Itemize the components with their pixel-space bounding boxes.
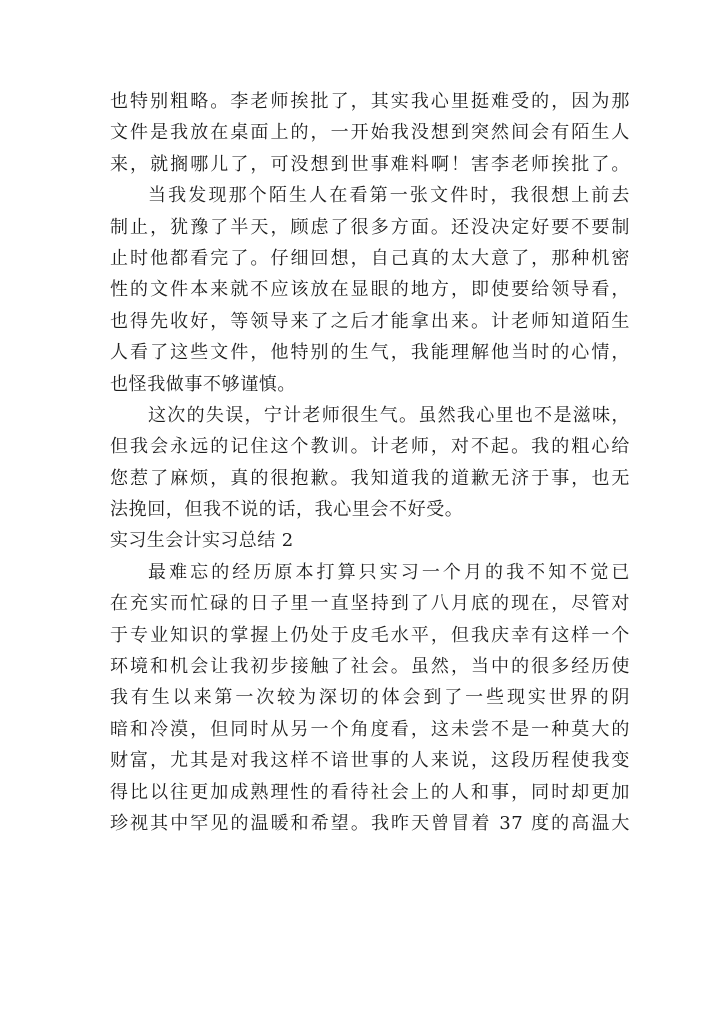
text-line: 暗和冷漠，但同时从另一个角度看，这未尝不是一种莫大的 [110, 718, 630, 740]
text-line: 性的文件本来就不应该放在显眼的地方，即使要给领导看， [110, 279, 630, 301]
text-line: 也得先收好，等领导来了之后才能拿出来。计老师知道陌生 [110, 310, 630, 332]
text-line: 止时他都看完了。仔细回想，自己真的太大意了，那种机密 [110, 247, 630, 269]
text-line: 于专业知识的掌握上仍处于皮毛水平，但我庆幸有这样一个 [110, 624, 630, 646]
text-line: 但我会永远的记住这个教训。计老师，对不起。我的粗心给 [110, 436, 630, 458]
text-line: 制止，犹豫了半天，顾虑了很多方面。还没决定好要不要制 [110, 216, 630, 238]
text-line: 珍视其中罕见的温暖和希望。我昨天曾冒着 37 度的高温大 [110, 812, 630, 834]
text-line: 法挽回，但我不说的话，我心里会不好受。 [110, 499, 464, 521]
body-text [110, 86, 630, 839]
text-line: 最难忘的经历原本打算只实习一个月的我不知不觉已 [148, 561, 630, 583]
text-line: 得比以往更加成熟理性的看待社会上的人和事，同时却更加 [110, 781, 630, 803]
text-line: 您惹了麻烦，真的很抱歉。我知道我的道歉无济于事，也无 [110, 467, 630, 489]
text-line: 在充实而忙碌的日子里一直坚持到了八月底的现在，尽管对 [110, 593, 630, 615]
text-line: 财富，尤其是对我这样不谙世事的人来说，这段历程使我变 [110, 750, 630, 772]
text-line: 也特别粗略。李老师挨批了，其实我心里挺难受的，因为那 [110, 91, 630, 112]
text-line: 当我发现那个陌生人在看第一张文件时，我很想上前去 [148, 185, 630, 207]
text-line: 文件是我放在桌面上的，一开始我没想到突然间会有陌生人 [110, 122, 630, 144]
text-line: 我有生以来第一次较为深切的体会到了一些现实世界的阴 [110, 687, 630, 709]
text-line: 这次的失误，宁计老师很生气。虽然我心里也不是滋味， [148, 404, 630, 426]
text-line: 环境和机会让我初步接触了社会。虽然，当中的很多经历使 [110, 656, 630, 678]
text-line: 来，就搁哪儿了，可没想到世事难料啊！害李老师挨批了。 [110, 153, 630, 175]
section-heading: 实习生会计实习总结 2 [110, 530, 294, 552]
text-line: 也怪我做事不够谨慎。 [110, 373, 296, 395]
text-line: 人看了这些文件，他特别的生气，我能理解他当时的心情， [110, 342, 630, 364]
